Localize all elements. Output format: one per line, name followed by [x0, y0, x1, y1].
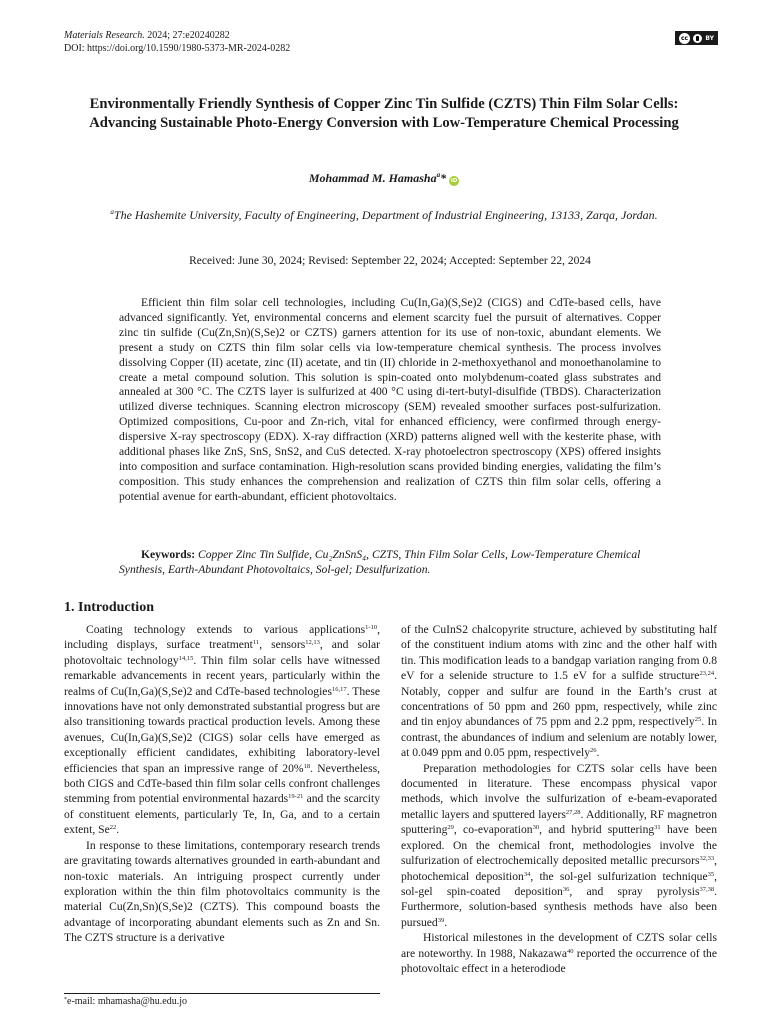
citation[interactable]: 32,33 [699, 855, 715, 863]
section-heading: 1. Introduction [64, 600, 154, 615]
journal-issue: 2024; 27:e20240282 [144, 30, 230, 41]
orcid-icon[interactable]: iD [450, 178, 458, 184]
citation[interactable]: 14,15 [178, 654, 194, 662]
cc-icon: cc [680, 34, 689, 42]
citation[interactable]: 22 [109, 824, 117, 832]
email-label: e-mail: [67, 996, 98, 1007]
keywords-text: Copper Zinc Tin Sulfide, Cu₂ZnSnS₄, CZTS, Thin Film Solar Cells, Low-Temperature Chemical Synthesis, Earth-Abundant Photovoltaics, Sol-gel; Desulfurization. [119, 548, 641, 576]
citation[interactable]: 19-21 [288, 793, 304, 801]
running-header [64, 29, 290, 55]
journal-name: Materials Research. [64, 30, 145, 41]
corresponding-star: * [440, 171, 447, 185]
received-dates: Received: June 30, 2024; Revised: September 22, 2024; Accepted: September 22, 2024 [189, 255, 591, 267]
citation[interactable]: 16,17 [331, 685, 347, 693]
citation[interactable]: 1-10 [365, 624, 378, 631]
citation[interactable]: 31 [654, 824, 661, 832]
citation[interactable]: 26 [590, 747, 597, 755]
citation[interactable]: 18 [303, 762, 311, 770]
citation[interactable]: 30 [532, 824, 540, 832]
attribution-person-icon [693, 34, 702, 43]
citation[interactable]: 11 [252, 639, 260, 647]
citation[interactable]: 29 [447, 824, 454, 832]
paragraph: Coating technology extends to various applications$^{1-10}$, including displays, surface treatment$^{11}$, sensors$^{12,13}$, and solar photovoltaic technology$^{14,15}$. Thin film solar cells have witnessed remarkable advancements in recent years, particularly within the realms of Cu(In,Ga)(S,Se)2 and CdTe-based technologies$^{16,17}$. These innovations have not only demonstrated substantial progress but are also transitioning towards practical production levels. Among these avenues, Cu(In,Ga)(S,Se)2 (CIGS) solar cells have emerged as exceptionally efficient candidates, exhibiting laboratory-level efficiencies that span an impressive range of 20%$^{18}$. Nevertheless, both CIGS and CdTe-based thin film solar cells confront challenges stemming from potential environmental hazards$^{19-21}$ and the scarcity of constituent elements, particularly Te, In, Ga, and to a certain extent, Se$^{22}$. [64, 623, 381, 837]
citation[interactable]: 23,24 [699, 670, 715, 678]
email-link[interactable]: mhamasha@hu.edu.jo [97, 996, 188, 1007]
citation[interactable]: 35 [707, 870, 715, 878]
paragraph: Preparation methodologies for CZTS solar cells have been documented in literature. These encompass physical vapor methods, which involve the sulfurization of e-beam-evaporated metallic layers and sputtered layers$^{27,28}$. Additionally, RF magnetron sputtering$^{29}$, co-evaporation$^{30}$, and hybrid sputtering$^{31}$ have been explored. On the chemical front, methodologies involve the sulfurization of electrochemically deposited metallic precursors$^{32,33}$, photochemical deposition$^{34}$, the sol-gel sulfurization technique$^{35}$, sol-gel spin-coated deposition$^{36}$, and spray pyrolysis$^{37,38}$. Furthermore, solution-based synthesis methods have also been pursued$^{39}$. [401, 761, 718, 929]
paragraph: Historical milestones in the development of CZTS solar cells are noteworthy. In 1988, Nakazawa$^{40}$ reported the occurrence of the photovoltaic effect in a heterodiode [401, 931, 717, 975]
affiliation-text: The Hashemite University, Faculty of Engineering, Department of Industrial Engineering, 13133, Zarqa, Jordan. [113, 208, 658, 222]
doi-link[interactable]: DOI: https://doi.org/10.1590/1980-5373-MR-2024-0282 [64, 43, 291, 54]
keywords-label: Keywords: [141, 548, 196, 561]
right-column [401, 622, 717, 976]
citation[interactable]: 25 [694, 716, 702, 724]
citation[interactable]: 12,13 [305, 639, 320, 647]
citation[interactable]: 40 [566, 947, 574, 955]
paragraph: of the CuInS2 chalcopyrite structure, achieved by substituting half of the constituent indium atoms with zinc and the other half with tin. This modification leads to a bandgap variation ranging from 0.8 eV for a selenide structure to 1.5 eV for a sulfide structure$^{23,24}$. Notably, copper and sulfur are found in the Earth’s crust at concentrations of 50 ppm and 260 ppm, respectively, while zinc and tin enjoy abundances of 75 ppm and 2.2 ppm, respectively$^{25}$. In contrast, the abundances of indium and selenium are notably lower, at 0.049 ppm and 0.05 ppm, respectively$^{26}$. [401, 623, 717, 760]
left-column [64, 622, 380, 946]
author-name: Mohammad M. Hamasha [308, 171, 437, 185]
citation[interactable]: 39 [437, 916, 445, 924]
paragraph: In response to these limitations, contemporary research trends are gravitating towards alternatives grounded in earth-abundant and non-toxic materials. An intriguing prospect currently under exploration within the thin film photovoltaics community is the material Cu(Zn,Sn)(S,Se)2 (CZTS). This compound boasts the advantage of incorporating abundant elements such as Zn and Sn. The CZTS structure is a derivative [64, 838, 380, 945]
footnote-mark: * [64, 997, 67, 1003]
by-label: BY [705, 34, 714, 42]
affiliation [90, 205, 678, 224]
author-affiliation-mark: a [436, 171, 441, 179]
citation[interactable]: 27,28 [565, 808, 581, 816]
affiliation-mark: a [110, 208, 114, 216]
journal-citation [64, 29, 290, 42]
cc-by-license-badge[interactable] [675, 31, 718, 45]
abstract: Efficient thin film solar cell technologies, including Cu(In,Ga)(S,Se)2 (CIGS) and CdTe-based cells, have advanced significantly. Yet, environmental concerns and element scarcity fuel the pursuit of alternatives. Copper zinc tin sulfide (Cu(Zn,Sn)(S,Se)2 or CZTS) garners attention for its use of non-toxic, abundant elements. We present a study on CZTS thin film solar cells via low-temperature chemical synthesis. The process involves dissolving Copper (II) acetate, zinc (II) acetate, and tin (II) chloride in 2-methoxyethanol and monoethanolamine to create a metal compound solution. This solution is spin-coated onto molybdenum-coated glass substrates and annealed at 300 °C. The CZTS layer is sulfurized at 400 °C using di-tert-butyl-disulfide (TBDS). Characterization utilized diverse techniques. Scanning electron microscopy (SEM) revealed smoother surfaces post-sulfurization. Optimized compositions, Cu-poor and Zn-rich, vital for enhanced efficiency, were confirmed through energy-dispersive X-ray spectroscopy (EDX). X-ray diffraction (XRD) patterns aligned well with the kesterite phase, with additional phases like ZnS, SnS, SnS2, and CuS detected. X-ray photoelectron spectroscopy (XPS) offered insights into composition and surface contamination. High-resolution scans provided binding energies, validating the film’s composition. This study enhances the comprehension and realization of CZTS thin film solar cells, offering a potential avenue for earth-abundant, efficient photovoltaics. [119, 296, 661, 503]
footnote-divider [64, 993, 380, 994]
keywords [119, 547, 661, 577]
paper-title: Environmentally Friendly Synthesis of Copper Zinc Tin Sulfide (CZTS) Thin Film Solar Cells: Advancing Sustainable Photo-Energy Conversion with Low-Temperature Chemical Processing [89, 96, 679, 131]
citation[interactable]: 37,38 [699, 885, 715, 893]
citation[interactable]: 36 [562, 885, 570, 893]
footnote [64, 996, 187, 1007]
author-line [0, 171, 768, 186]
citation[interactable]: 34 [523, 870, 531, 878]
